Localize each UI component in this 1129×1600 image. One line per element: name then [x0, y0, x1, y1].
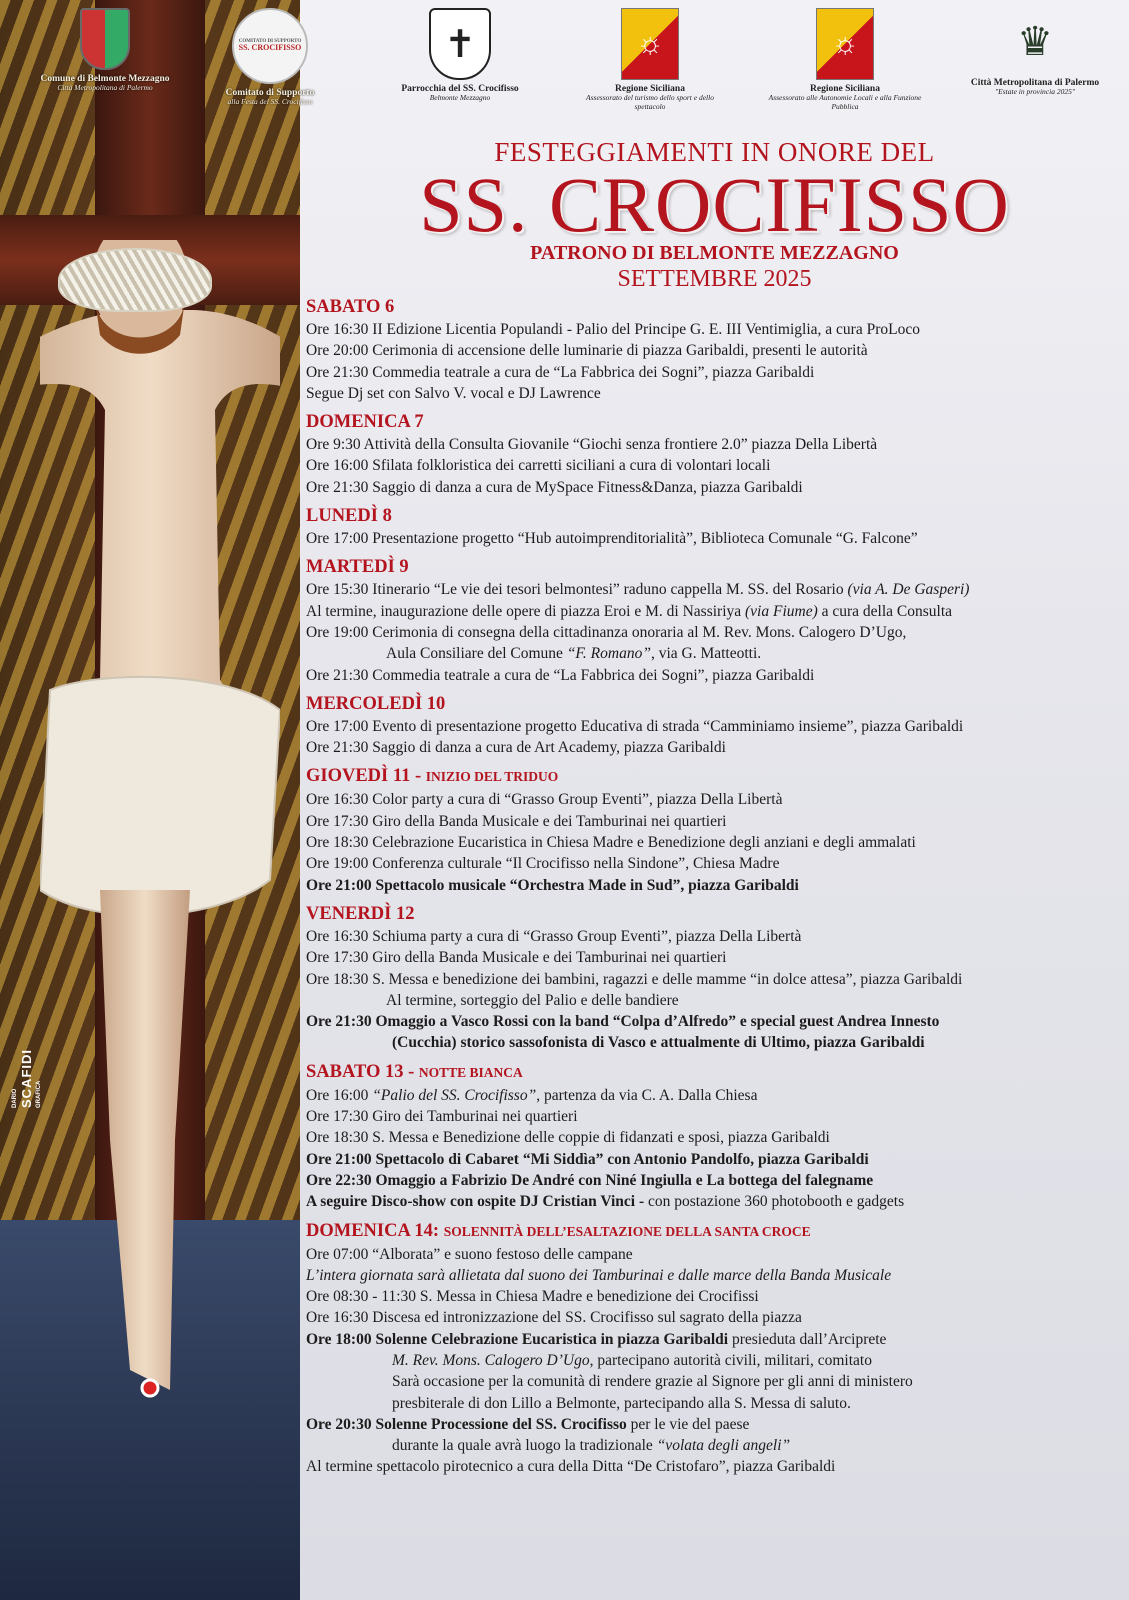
event-line: Ore 21:30 Commedia teatrale a cura de “La Fabbrica dei Sogni”, piazza Garibaldi — [306, 666, 815, 684]
logo-sub: Città Metropolitana di Palermo — [57, 83, 153, 92]
event-line: Ore 21:30 Saggio di danza a cura de Art Academy, piazza Garibaldi — [306, 739, 726, 757]
event-line: Ore 17:30 Giro della Banda Musicale e dei Tamburinai nei quartieri — [306, 812, 727, 830]
event-text: per le vie del paese — [626, 1415, 750, 1433]
event-text: con postazione 360 photobooth e gadgets — [644, 1193, 905, 1211]
event-line — [306, 1350, 1126, 1371]
event-line — [306, 1329, 1126, 1350]
badge-top: COMITATO DI SUPPORTO — [238, 38, 302, 44]
event-line: (Cucchia) storico sassofonista di Vasco e attualmente di Ultimo, piazza Garibaldi — [392, 1034, 925, 1052]
logo-regione-turismo — [570, 8, 730, 111]
day-subtitle: NOTTE BIANCA — [418, 1064, 523, 1080]
event-line: Ore 18:30 Celebrazione Eucaristica in Chiesa Madre e Benedizione degli anziani e degli ammalati — [306, 834, 916, 852]
event-line — [306, 1414, 1126, 1435]
event-text: Ore 16:00 — [306, 1086, 369, 1104]
event-note: “volata degli angeli” — [656, 1437, 791, 1455]
event-line: Ore 16:00 Sfilata folkloristica dei carretti siciliani a cura di volontari locali — [306, 457, 771, 475]
event-text: , via G. Matteotti. — [650, 645, 762, 663]
event-line: Sarà occasione per la comunità di rendere grazie al Signore per gli anni di ministero — [392, 1373, 913, 1391]
event-line: presbiterale di don Lillo a Belmonte, partecipando alla S. Messa di saluto. — [392, 1394, 851, 1412]
logo-citta-metropolitana — [950, 8, 1120, 97]
comune-coat-of-arms-icon — [80, 8, 130, 70]
day-title-text: GIOVEDÌ 11 - — [306, 766, 422, 787]
day-giovedi-11 — [306, 764, 1126, 895]
logo-name: Regione Siciliana — [810, 84, 880, 94]
day-title-text: DOMENICA 14: — [306, 1220, 440, 1241]
crucifix-image — [0, 0, 300, 1600]
event-note: “F. Romano” — [566, 645, 651, 663]
event-line — [306, 601, 1126, 622]
event-line: Ore 21:30 Omaggio a Vasco Rossi con la band “Colpa d’Alfredo” e special guest Andrea Innesto — [306, 1013, 940, 1031]
event-text: A seguire Disco-show con ospite DJ Cristian Vinci - — [306, 1193, 645, 1211]
month-year: SETTEMBRE 2025 — [617, 266, 812, 292]
logo-name: Comune di Belmonte Mezzagno — [40, 74, 170, 84]
event-line — [306, 579, 1126, 600]
day-title — [306, 764, 1126, 789]
day-martedi-9 — [306, 555, 1126, 685]
event-text: presieduta dall’Arciprete — [728, 1330, 887, 1348]
day-title — [306, 1060, 1126, 1085]
day-sabato-13 — [306, 1060, 1126, 1213]
day-title: MARTEDÌ 9 — [306, 557, 409, 578]
event-note: (via Fiume) — [745, 602, 818, 620]
day-mercoledi-10 — [306, 692, 1126, 759]
badge-main: SS. CROCIFISSO — [238, 43, 302, 53]
event-text: a cura della Consulta — [817, 602, 953, 620]
christ-figure — [40, 240, 280, 1460]
event-line: Ore 08:30 - 11:30 S. Messa in Chiesa Madre e benedizione dei Crocifissi — [306, 1288, 759, 1306]
logo-sub: "Estate in provincia 2025" — [995, 87, 1075, 96]
day-sabato-6 — [306, 295, 1126, 404]
event-note: “Palio del SS. Crocifisso” — [372, 1086, 537, 1104]
credit-name: SCAFIDI — [19, 1049, 34, 1108]
logo-sub: Assessorato alle Autonomie Locali e alla Funzione Pubblica — [768, 93, 922, 111]
event-line: Ore 21:30 Saggio di danza a cura de MySpace Fitness&Danza, piazza Garibaldi — [306, 478, 803, 496]
day-domenica-14 — [306, 1219, 1126, 1478]
main-title: SS. CROCIFISSO — [419, 161, 1010, 248]
event-line: L’intera giornata sarà allietata dal suono dei Tamburinai e dalle marce della Banda Musicale — [306, 1266, 892, 1284]
event-line: Ore 17:30 Giro della Banda Musicale e dei Tamburinai nei quartieri — [306, 949, 727, 967]
day-title-text: SABATO 13 - — [306, 1061, 415, 1082]
event-line: Ore 16:30 II Edizione Licentia Populandi - Palio del Principe G. E. III Ventimiglia, a cura ProLoco — [306, 321, 920, 338]
event-text: Ore 20:30 Solenne Processione del SS. Crocifisso — [306, 1415, 627, 1433]
event-line: Ore 17:00 Evento di presentazione progetto Educativa di strada “Camminiamo insieme”, piazza Garibaldi — [306, 717, 964, 735]
day-domenica-7 — [306, 410, 1126, 498]
event-line: Al termine, sorteggio del Palio e delle bandiere — [386, 991, 679, 1009]
event-line: Ore 18:30 S. Messa e benedizione dei bambini, ragazzi e delle mamme “in dolce attesa”, piazza Garibaldi — [306, 970, 963, 988]
logo-parrocchia — [380, 8, 540, 103]
event-line — [306, 1085, 1126, 1106]
trinacria-flag-icon: ☼ — [621, 8, 679, 80]
event-text: , partecipano autorità civili, militari, comitato — [589, 1351, 872, 1369]
day-subtitle: SOLENNITÀ DELL’ESALTAZIONE DELLA SANTA CROCE — [443, 1223, 811, 1239]
logo-name: Comitato di Supporto — [225, 88, 315, 98]
logo-comune — [20, 8, 190, 93]
day-title: MERCOLEDÌ 10 — [306, 693, 446, 714]
event-text: , partenza da via C. A. Dalla Chiesa — [536, 1086, 758, 1104]
event-line: Ore 16:30 Schiuma party a cura di “Grasso Group Eventi”, piazza Della Libertà — [306, 927, 802, 945]
event-text: Ore 18:00 Solenne Celebrazione Eucaristica in piazza Garibaldi — [306, 1330, 729, 1348]
event-text: durante la quale avrà luogo la tradizionale — [392, 1437, 653, 1455]
sponsor-logos — [0, 8, 1129, 138]
event-line: Ore 18:30 S. Messa e Benedizione delle coppie di fidanzati e sposi, piazza Garibaldi — [306, 1129, 830, 1147]
event-line: Ore 21:00 Spettacolo musicale “Orchestra Made in Sud”, piazza Garibaldi — [306, 876, 799, 894]
logo-sub: Assessorato del turismo dello sport e dello spettacolo — [586, 93, 714, 111]
comitato-badge-icon — [232, 8, 308, 84]
cross-shield-icon: ✝ — [429, 8, 491, 80]
title-line-1: FESTEGGIAMENTI IN ONORE DEL — [494, 137, 935, 167]
trinacria-flag-icon: ☼ — [816, 8, 874, 80]
day-lunedi-8 — [306, 504, 1126, 549]
event-line: Ore 19:00 Cerimonia di consegna della cittadinanza onoraria al M. Rev. Mons. Calogero D’Ugo, — [306, 623, 907, 641]
event-line: Ore 9:30 Attività della Consulta Giovanile “Giochi senza frontiere 2.0” piazza Della Libertà — [306, 436, 878, 454]
designer-credit — [12, 1049, 42, 1108]
day-subtitle: INIZIO DEL TRIDUO — [425, 769, 559, 785]
patron-subtitle: PATRONO DI BELMONTE MEZZAGNO — [530, 242, 899, 264]
day-title: VENERDÌ 12 — [306, 903, 415, 924]
logo-name: Parrocchia del SS. Crocifisso — [401, 84, 519, 94]
event-line: Ore 21:30 Commedia teatrale a cura de “La Fabbrica dei Sogni”, piazza Garibaldi — [306, 363, 815, 381]
event-text: Ore 15:30 Itinerario “Le vie dei tesori belmontesi” raduno cappella M. SS. del Rosario — [306, 581, 844, 599]
day-venerdi-12 — [306, 902, 1126, 1054]
event-line — [306, 1435, 1126, 1456]
logo-comitato — [200, 8, 340, 107]
logo-name: Regione Siciliana — [615, 84, 685, 94]
crown-of-thorns — [58, 248, 212, 312]
eagle-crest-icon: ♛ — [1017, 18, 1053, 64]
event-line: Ore 21:00 Spettacolo di Cabaret “Mi Siddìa” con Antonio Pandolfo, piazza Garibaldi — [306, 1150, 869, 1168]
event-line — [306, 643, 1126, 664]
event-note: (via A. De Gasperi) — [847, 581, 970, 599]
event-line: Ore 20:00 Cerimonia di accensione delle luminarie di piazza Garibaldi, presenti le autorità — [306, 342, 868, 360]
logo-sub: Belmonte Mezzagno — [429, 93, 491, 102]
event-line: Ore 17:00 Presentazione progetto “Hub autoimprenditorialità”, Biblioteca Comunale “G. Falcone” — [306, 530, 918, 548]
program — [306, 295, 1126, 1478]
logo-regione-autonomie — [765, 8, 925, 111]
event-line: Ore 22:30 Omaggio a Fabrizio De André con Niné Ingiulla e La bottega del falegname — [306, 1171, 874, 1189]
day-title: DOMENICA 7 — [306, 412, 424, 433]
event-line: Ore 19:00 Conferenza culturale “Il Crocifisso nella Sindone”, Chiesa Madre — [306, 855, 780, 873]
event-line: Ore 16:30 Discesa ed intronizzazione del SS. Crocifisso sul sagrato della piazza — [306, 1309, 802, 1327]
event-line: Ore 17:30 Giro dei Tamburinai nei quartieri — [306, 1108, 578, 1126]
credit-top: DARIO — [12, 1088, 18, 1108]
event-line: Ore 07:00 “Alborata” e suono festoso delle campane — [306, 1245, 633, 1263]
credit-bottom: GRAFICA — [36, 1080, 42, 1108]
day-title: SABATO 6 — [306, 297, 395, 317]
event-line: Segue Dj set con Salvo V. vocal e DJ Lawrence — [306, 384, 601, 402]
event-line — [306, 1191, 1126, 1212]
event-note: M. Rev. Mons. Calogero D’Ugo — [392, 1351, 590, 1369]
logo-sub: alla Festa del SS. Crocifisso — [227, 97, 313, 106]
day-title: LUNEDÌ 8 — [306, 506, 392, 527]
event-line: Ore 16:30 Color party a cura di “Grasso Group Eventi”, piazza Della Libertà — [306, 791, 783, 809]
event-text: Al termine, inaugurazione delle opere di piazza Eroi e M. di Nassiriya — [306, 602, 742, 620]
event-text: Aula Consiliare del Comune — [386, 645, 563, 663]
day-title — [306, 1219, 1126, 1244]
event-line: Al termine spettacolo pirotecnico a cura della Ditta “De Cristofaro”, piazza Garibaldi — [306, 1458, 836, 1476]
logo-name: Città Metropolitana di Palermo — [970, 78, 1100, 88]
